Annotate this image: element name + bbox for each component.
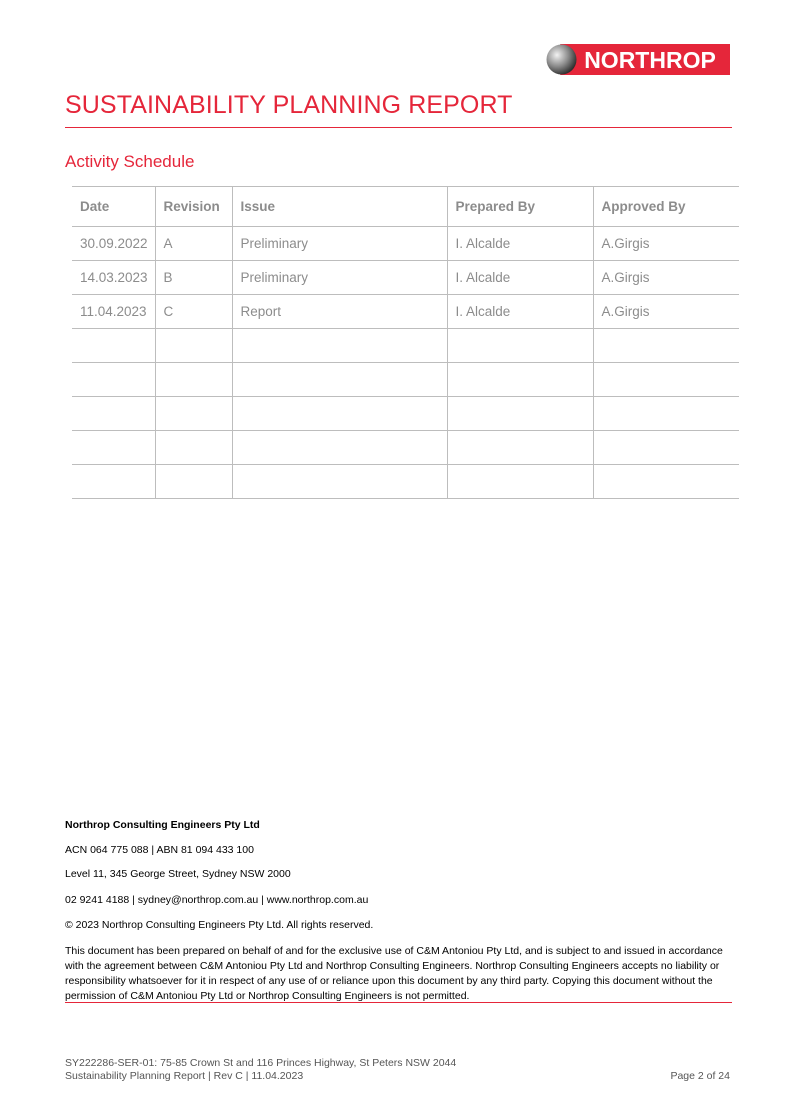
page-number: Page 2 of 24 <box>670 1070 730 1082</box>
cell-revision <box>155 363 232 397</box>
activity-schedule-table <box>72 186 739 499</box>
cell-approved-by: A.Girgis <box>593 227 739 261</box>
table-header-row <box>72 187 739 227</box>
cell-prepared-by <box>447 431 593 465</box>
section-heading: Activity Schedule <box>65 152 195 171</box>
cell-issue <box>232 431 447 465</box>
cell-approved-by <box>593 329 739 363</box>
company-contact: 02 9241 4188 | sydney@northrop.com.au | www.northrop.com.au <box>65 894 369 906</box>
cell-prepared-by: I. Alcalde <box>447 295 593 329</box>
column-header-revision: Revision <box>155 187 232 227</box>
cell-revision: B <box>155 261 232 295</box>
cell-prepared-by <box>447 397 593 431</box>
cell-date <box>72 431 155 465</box>
document-title: SUSTAINABILITY PLANNING REPORT <box>65 91 513 119</box>
cell-issue: Preliminary <box>232 261 447 295</box>
cell-date <box>72 465 155 499</box>
column-header-date: Date <box>72 187 155 227</box>
cell-issue: Preliminary <box>232 227 447 261</box>
project-reference: SY222286-SER-01: 75-85 Crown St and 116 Princes Highway, St Peters NSW 2044 <box>65 1057 457 1069</box>
cell-issue <box>232 465 447 499</box>
table-row <box>72 329 739 363</box>
company-address: Level 11, 345 George Street, Sydney NSW 2000 <box>65 868 291 880</box>
copyright-notice: © 2023 Northrop Consulting Engineers Pty Ltd. All rights reserved. <box>65 919 374 931</box>
table-row <box>72 261 739 295</box>
cell-approved-by: A.Girgis <box>593 295 739 329</box>
cell-approved-by: A.Girgis <box>593 261 739 295</box>
logo-wordmark: NORTHROP <box>584 47 716 73</box>
column-header-prepared-by: Prepared By <box>447 187 593 227</box>
cell-date: 14.03.2023 <box>72 261 155 295</box>
cell-approved-by <box>593 431 739 465</box>
table-row <box>72 363 739 397</box>
cell-prepared-by <box>447 329 593 363</box>
footer-divider <box>65 1002 732 1003</box>
cell-approved-by <box>593 465 739 499</box>
column-header-approved-by: Approved By <box>593 187 739 227</box>
northrop-logo <box>546 44 730 75</box>
table-row <box>72 295 739 329</box>
disclaimer-text: This document has been prepared on behalf of and for the exclusive use of C&M Antoniou Pty Ltd, and is subject to and issued in accordance with the agreement between C&M Antoniou Pty Ltd and Northrop Consulting Engineers. Northrop Consulting Engineers accepts no liability or responsibility whatsoever for it in respect of any use of or reliance upon this document by any third party. Copying this document without the permission of C&M Antoniou Pty Ltd or Northrop Consulting Engineers is not permitted. <box>65 945 723 1002</box>
cell-date: 11.04.2023 <box>72 295 155 329</box>
cell-approved-by <box>593 363 739 397</box>
table-row <box>72 431 739 465</box>
cell-issue <box>232 397 447 431</box>
cell-prepared-by <box>447 363 593 397</box>
cell-date: 30.09.2022 <box>72 227 155 261</box>
cell-date <box>72 363 155 397</box>
title-divider <box>65 127 732 128</box>
cell-revision <box>155 397 232 431</box>
table-row <box>72 397 739 431</box>
table-row <box>72 465 739 499</box>
page-footer <box>65 1057 732 1083</box>
cell-prepared-by: I. Alcalde <box>447 227 593 261</box>
cell-revision <box>155 465 232 499</box>
logo-sphere-icon <box>547 45 577 75</box>
table-row <box>72 227 739 261</box>
cell-approved-by <box>593 397 739 431</box>
column-header-issue: Issue <box>232 187 447 227</box>
cell-issue: Report <box>232 295 447 329</box>
report-info: Sustainability Planning Report | Rev C | 11.04.2023 <box>65 1070 304 1082</box>
cell-date <box>72 397 155 431</box>
cell-date <box>72 329 155 363</box>
cell-revision <box>155 329 232 363</box>
cell-prepared-by: I. Alcalde <box>447 261 593 295</box>
cell-revision: C <box>155 295 232 329</box>
cell-revision <box>155 431 232 465</box>
company-name: Northrop Consulting Engineers Pty Ltd <box>65 819 260 831</box>
cell-issue <box>232 363 447 397</box>
cell-prepared-by <box>447 465 593 499</box>
cell-revision: A <box>155 227 232 261</box>
cell-issue <box>232 329 447 363</box>
company-registration: ACN 064 775 088 | ABN 81 094 433 100 <box>65 844 254 856</box>
